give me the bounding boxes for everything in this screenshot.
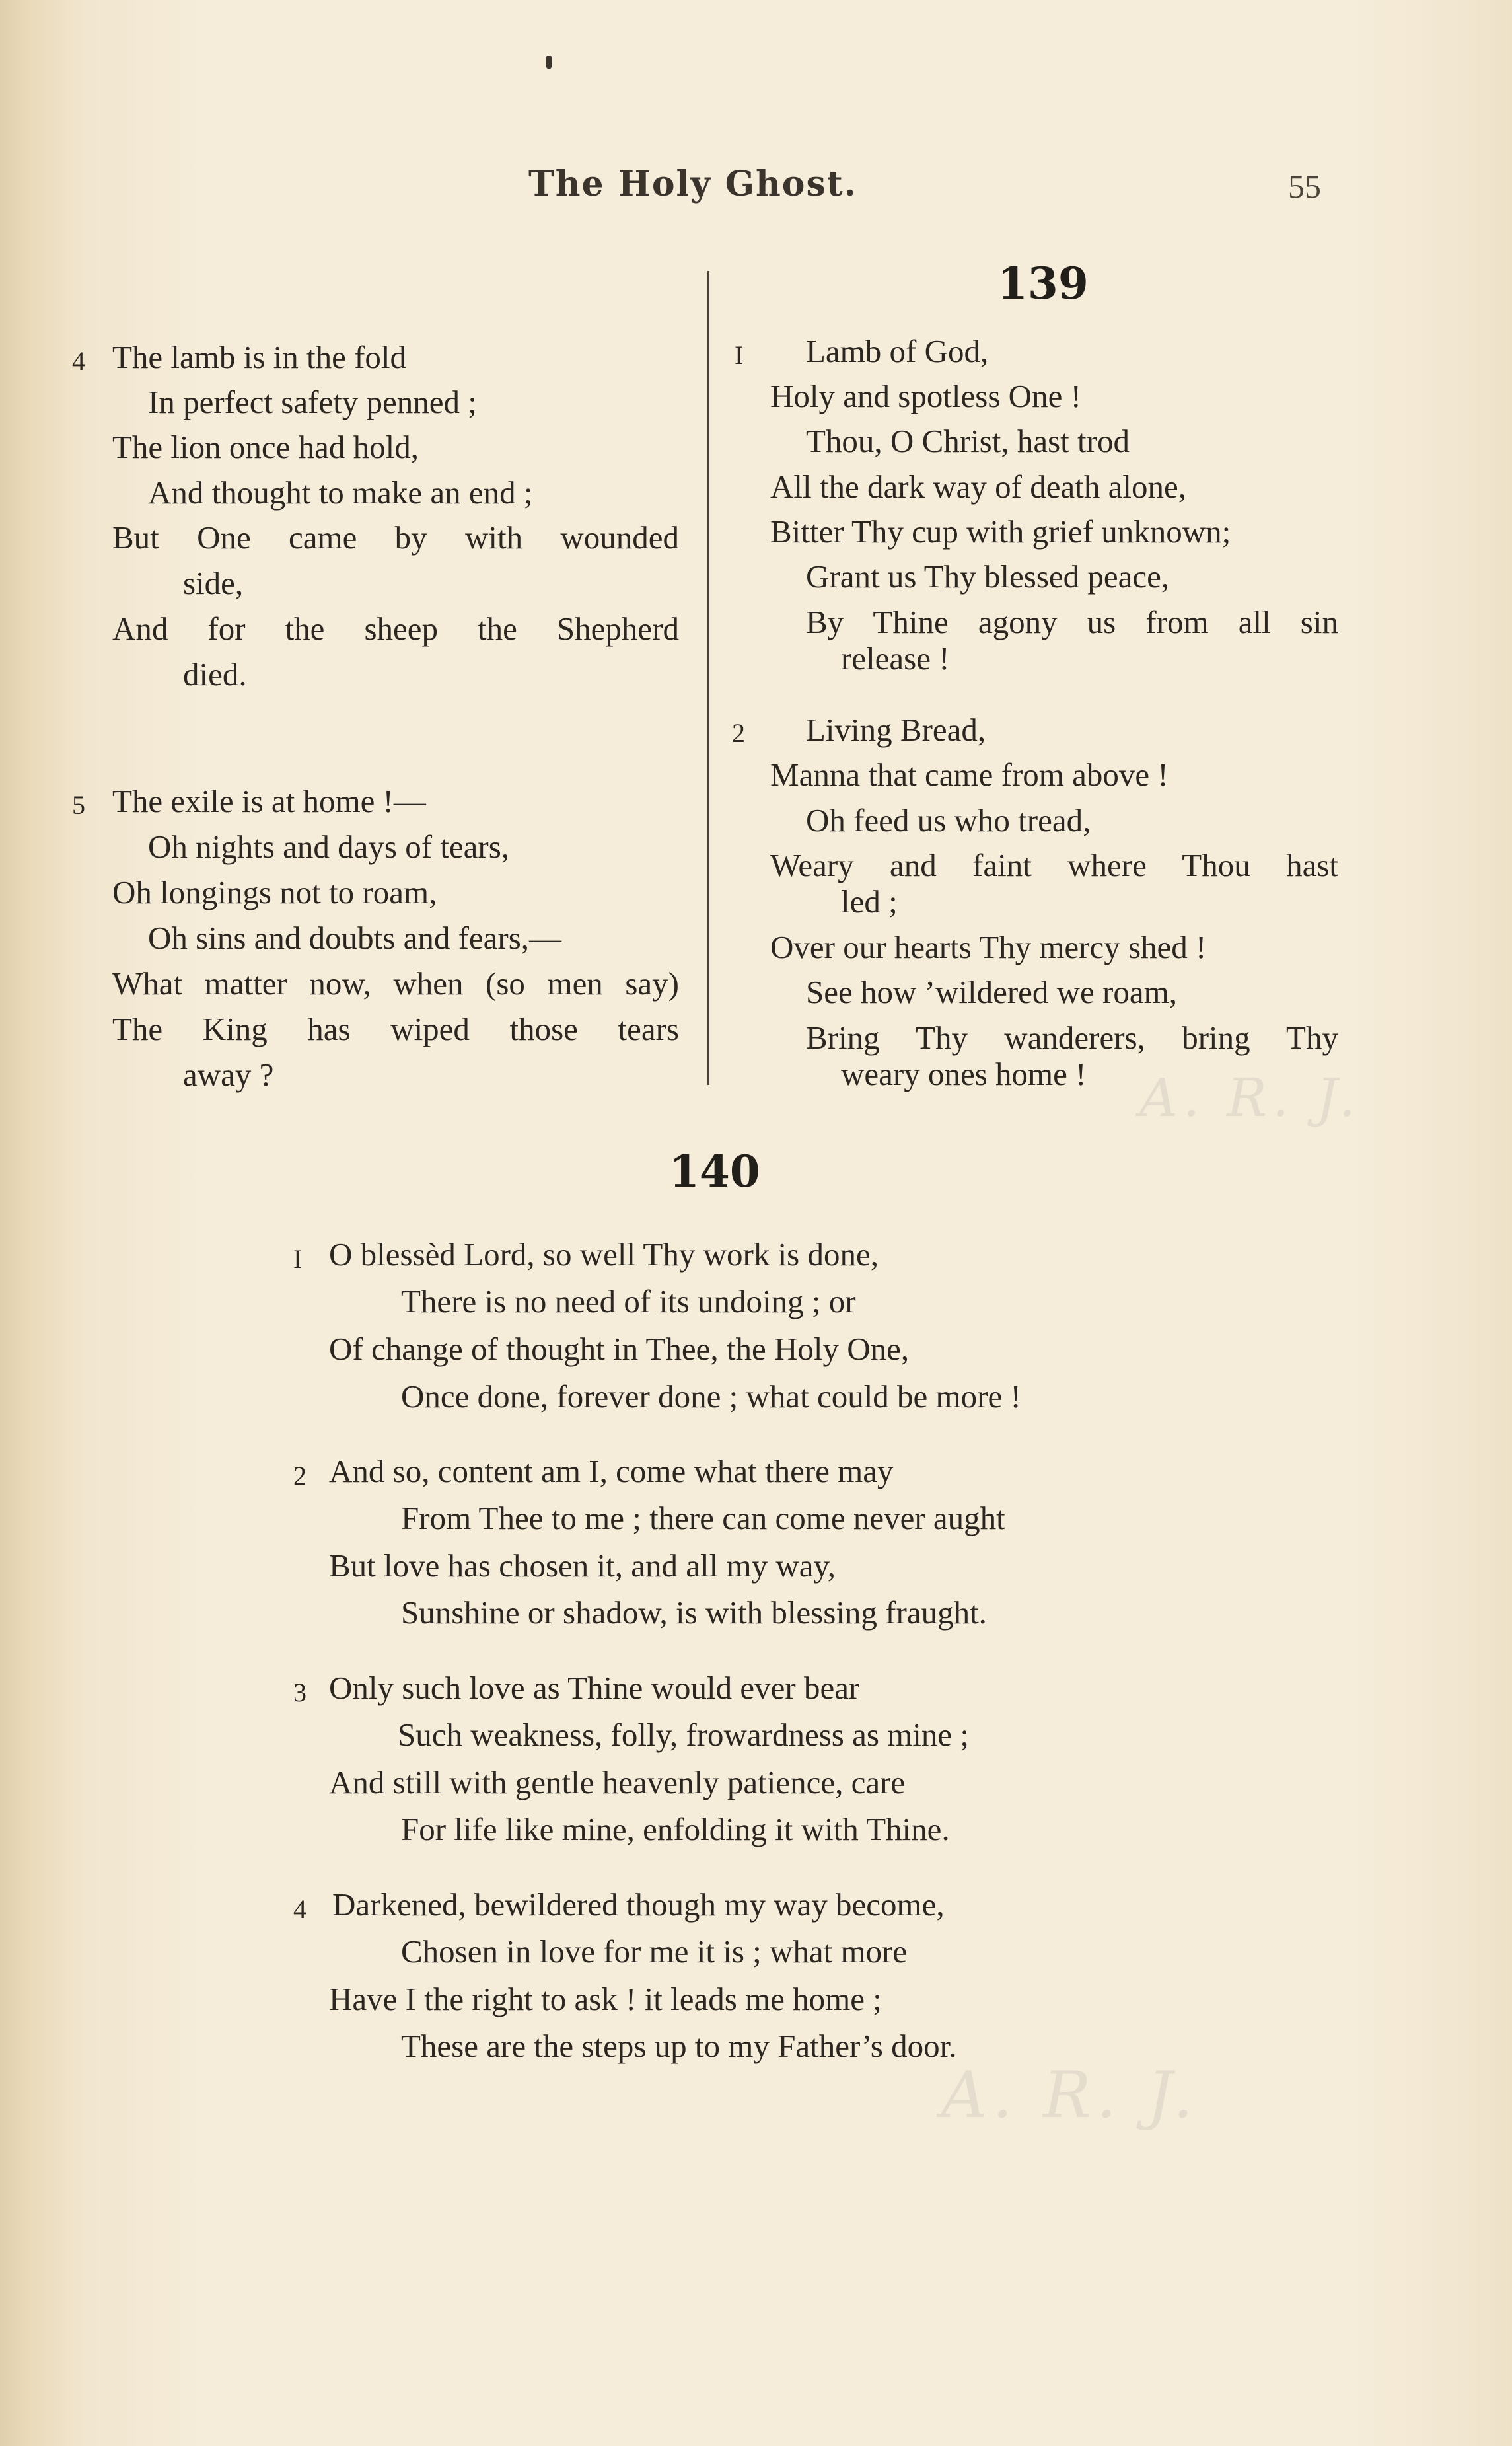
verse-line: But One came by with wounded (112, 519, 679, 556)
verse-line: Oh longings not to roam, (112, 874, 437, 910)
verse-line: From Thee to me ; there can come never aught (401, 1500, 1005, 1536)
stanza-number: 3 (293, 1678, 306, 1707)
verse-line: Thou, O Christ, hast trod (806, 423, 1130, 459)
hymn-number: 140 (669, 1146, 760, 1197)
verse-line: And still with gentle heavenly patience, care (329, 1764, 906, 1800)
verse-line-turnover: led ; (841, 883, 898, 920)
verse-line: Oh nights and days of tears, (148, 829, 510, 865)
verse-line: Of change of thought in Thee, the Holy One, (329, 1331, 910, 1367)
verse-line: But love has chosen it, and all my way, (329, 1547, 836, 1584)
stanza-number: I (293, 1244, 303, 1274)
verse-line: See how ’wildered we roam, (806, 974, 1177, 1010)
verse-line: Have I the right to ask ! it leads me home ; (329, 1981, 882, 2017)
verse-line: Bitter Thy cup with grief unknown; (770, 513, 1231, 550)
stanza-number: 5 (72, 790, 85, 820)
verse-line: The exile is at home !— (112, 783, 426, 819)
verse-line: The King has wiped those tears (112, 1011, 679, 1047)
verse-line: Sunshine or shadow, is with blessing fraught. (401, 1594, 987, 1631)
verse-line: For life like mine, enfolding it with Thine. (401, 1811, 950, 1847)
running-head: The Holy Ghost. (528, 164, 857, 204)
verse-line: There is no need of its undoing ; or (401, 1283, 856, 1319)
verse-line-turnover: away ? (183, 1056, 274, 1093)
verse-line: Grant us Thy blessed peace, (806, 558, 1170, 595)
faded-signature: A. R. J. (1139, 1067, 1361, 1129)
verse-line: And for the sheep the Shepherd (112, 611, 679, 647)
verse-line: By Thine agony us from all sin (806, 604, 1338, 640)
stanza-number: 2 (732, 718, 745, 748)
verse-line-turnover: weary ones home ! (841, 1056, 1087, 1092)
verse-line: Lamb of God, (806, 333, 989, 369)
stanza-number: 2 (293, 1461, 306, 1491)
verse-line: What matter now, when (so men say) (112, 965, 679, 1002)
verse-line: Oh feed us who tread, (806, 802, 1091, 838)
verse-line: O blessèd Lord, so well Thy work is done, (329, 1236, 879, 1273)
hymn-number: 139 (997, 258, 1089, 309)
verse-line: Manna that came from above ! (770, 757, 1169, 793)
verse-line-turnover: died. (183, 656, 247, 692)
verse-line: Over our hearts Thy mercy shed ! (770, 929, 1207, 965)
verse-line: And so, content am I, come what there may (329, 1453, 894, 1489)
verse-line: The lamb is in the fold (112, 339, 406, 375)
verse-line: Bring Thy wanderers, bring Thy (806, 1019, 1338, 1056)
verse-line: Oh sins and doubts and fears,— (148, 920, 562, 956)
verse-line: In perfect safety penned ; (148, 384, 477, 420)
verse-line: Only such love as Thine would ever bear (329, 1670, 860, 1706)
verse-line: Holy and spotless One ! (770, 378, 1081, 414)
verse-line: And thought to make an end ; (148, 474, 533, 511)
verse-line: The lion once had hold, (112, 429, 419, 465)
verse-line-turnover: side, (183, 565, 244, 601)
page-number: 55 (1288, 168, 1321, 205)
verse-line: All the dark way of death alone, (770, 468, 1186, 505)
verse-line-turnover: release ! (841, 640, 950, 677)
verse-line: These are the steps up to my Father’s door. (401, 2028, 957, 2064)
stanza-number: I (735, 340, 744, 370)
column-divider (707, 271, 709, 1085)
verse-line: Living Bread, (806, 712, 986, 748)
verse-line: Chosen in love for me it is ; what more (401, 1933, 908, 1970)
stanza-number: 4 (293, 1894, 306, 1924)
verse-line: Weary and faint where Thou hast (770, 847, 1338, 883)
stanza-number: 4 (72, 346, 85, 376)
verse-line: Such weakness, folly, frowardness as mine ; (398, 1717, 970, 1753)
verse-line: Darkened, bewildered though my way become, (332, 1886, 945, 1923)
faded-signature: A. R. J. (941, 2058, 1199, 2132)
ink-speck (546, 56, 552, 69)
verse-line: Once done, forever done ; what could be more ! (401, 1378, 1021, 1415)
